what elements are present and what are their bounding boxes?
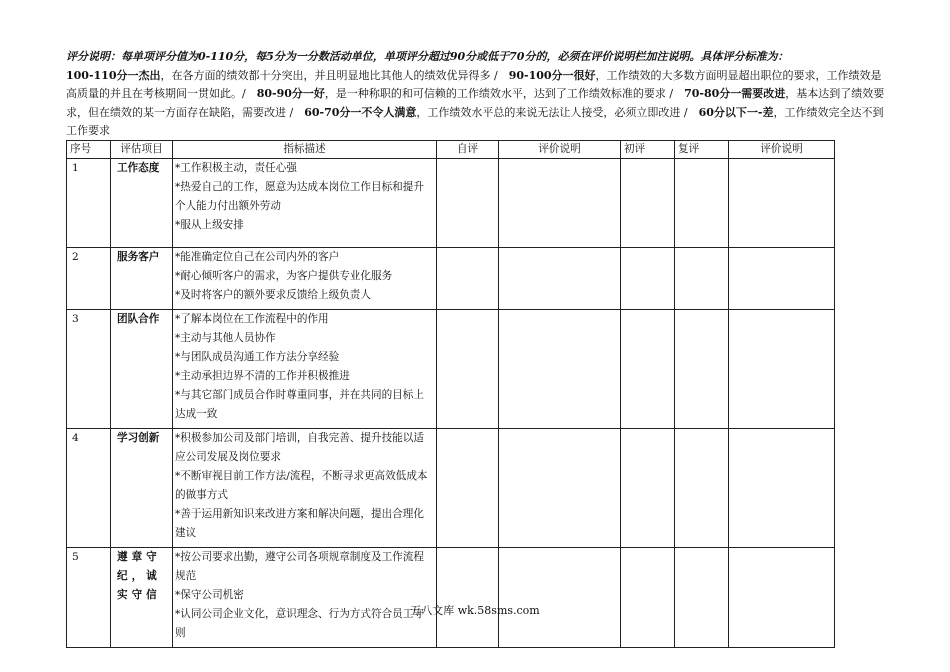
level-2-range: 90-100分一很好 [508,68,596,82]
review-eval-cell[interactable] [675,159,729,248]
table-row [67,429,835,548]
row-desc [173,159,437,248]
level-2-text: ，工作绩效的大多数方面明显超出职位的要求，工作绩效是高质量的并且在考核期间一贯如此。/ [66,68,882,100]
row-seq: 1 [67,159,111,248]
row-item: 学习创新 [111,429,173,548]
desc-line: *积极参加公司及部门培训，自我完善、提升技能以适应公司发展及岗位要求 [175,432,424,463]
level-3-range: 80-90分一好 [256,87,325,100]
row-seq: 2 [67,248,111,310]
level-4-range: 70-80分一需要改进 [684,87,786,100]
desc-line: *工作积极主动，责任心强 [175,162,297,174]
desc-line: *了解本岗位在工作流程中的作用 [175,313,329,325]
header-self-eval: 自评 [437,141,499,159]
desc-line: *与其它部门成员合作时尊重同事，并在共同的目标上达成一致 [175,389,424,420]
self-comment-cell[interactable] [499,159,621,248]
row-item: 团队合作 [111,310,173,429]
evaluation-table [66,140,835,648]
desc-line: *主动承担边界不清的工作并积极推进 [175,370,350,382]
desc-line: *善于运用新知识来改进方案和解决问题，提出合理化建议 [175,508,424,539]
table-row [67,548,835,648]
header-seq: 序号 [67,141,111,159]
table-header-row [67,141,835,159]
row-desc [173,429,437,548]
level-4-text: ，基本达到了绩效要求，但在绩效的某一方面存在缺陷，需要改进 / [66,87,885,119]
desc-line: *认同公司企业文化，意识理念、行为方式符合员工守则 [175,608,424,639]
review-comment-cell[interactable] [729,429,835,548]
review-eval-cell[interactable] [675,248,729,310]
review-eval-cell[interactable] [675,548,729,648]
level-6-range: 60分以下一-差 [698,105,774,119]
scoring-instructions [66,48,886,141]
review-comment-cell[interactable] [729,310,835,429]
level-1-text: ，在各方面的绩效都十分突出，并且明显地比其他人的绩效优异得多 / [160,68,509,82]
self-eval-cell[interactable] [437,548,499,648]
header-first-eval: 初评 [621,141,675,159]
level-5-range: 60-70分一不令人满意 [304,105,417,119]
table-row [67,310,835,429]
review-eval-cell[interactable] [675,310,729,429]
header-self-comment: 评价说明 [499,141,621,159]
review-comment-cell[interactable] [729,548,835,648]
level-1-range: 100-110分一杰出 [66,68,161,82]
desc-line: *保守公司机密 [175,589,244,601]
self-comment-cell[interactable] [499,429,621,548]
self-eval-cell[interactable] [437,429,499,548]
self-comment-cell[interactable] [499,248,621,310]
level-5-text: ，工作绩效水平总的来说无法让人接受，必须立即改进 / [416,105,699,119]
self-eval-cell[interactable] [437,159,499,248]
row-desc [173,248,437,310]
review-comment-cell[interactable] [729,248,835,310]
desc-line: *及时将客户的额外要求反馈给上级负责人 [175,289,371,301]
footer-watermark: 五八文库 wk.58sms.com [410,604,540,617]
table-row [67,248,835,310]
header-review-comment: 评价说明 [729,141,835,159]
desc-line: *不断审视目前工作方法/流程，不断寻求更高效低成本的做事方式 [175,470,428,501]
row-seq: 3 [67,310,111,429]
desc-line: *热爱自己的工作，愿意为达成本岗位工作目标和提升个人能力付出额外劳动 [175,181,424,212]
desc-line: *能准确定位自己在公司内外的客户 [175,251,340,263]
desc-line: *按公司要求出勤，遵守公司各项规章制度及工作流程规范 [175,551,424,582]
header-item: 评估项目 [111,141,173,159]
desc-line: *主动与其他人员协作 [175,332,276,344]
desc-line: *与团队成员沟通工作方法分享经验 [175,351,340,363]
table-row [67,159,835,248]
row-desc [173,548,437,648]
first-eval-cell[interactable] [621,159,675,248]
review-comment-cell[interactable] [729,159,835,248]
level-3-text: ，是一种称职的和可信赖的工作绩效水平，达到了工作绩效标准的要求 / [324,87,685,100]
first-eval-cell[interactable] [621,429,675,548]
review-eval-cell[interactable] [675,429,729,548]
self-comment-cell[interactable] [499,310,621,429]
instructions-lead: 评分说明：每单项评分值为0-110分，每5分为一分数活动单位，单项评分超过90分或低于70分的，必须在评价说明栏加注说明。具体评分标准为： [66,50,789,63]
self-eval-cell[interactable] [437,310,499,429]
row-seq: 4 [67,429,111,548]
row-desc [173,310,437,429]
header-desc: 指标描述 [173,141,437,159]
row-seq: 5 [67,548,111,648]
self-comment-cell[interactable] [499,548,621,648]
row-item: 工作态度 [111,159,173,248]
first-eval-cell[interactable] [621,248,675,310]
desc-line: *耐心倾听客户的需求，为客户提供专业化服务 [175,270,393,282]
level-6-text: ，工作绩效完全达不到工作要求 [66,105,884,137]
self-eval-cell[interactable] [437,248,499,310]
row-item: 服务客户 [111,248,173,310]
row-item: 遵章守纪，诚实守信 [111,548,173,648]
first-eval-cell[interactable] [621,310,675,429]
desc-line: *服从上级安排 [175,219,244,231]
first-eval-cell[interactable] [621,548,675,648]
header-review-eval: 复评 [675,141,729,159]
